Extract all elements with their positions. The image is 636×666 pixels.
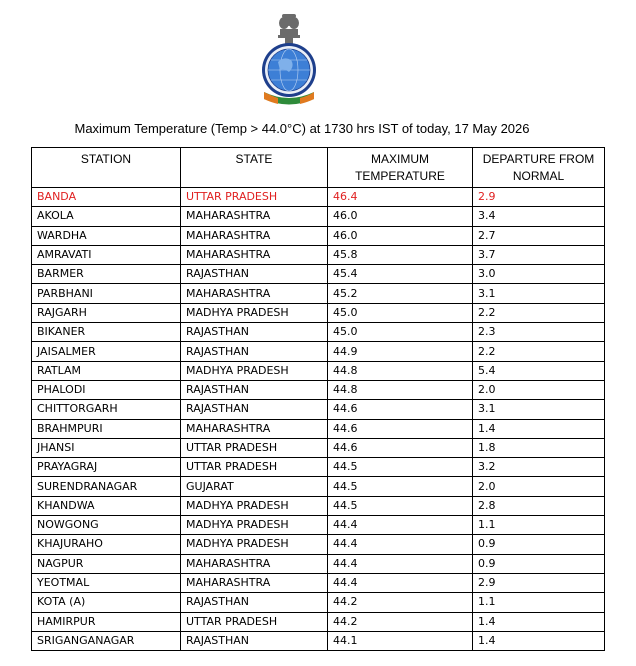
max-temp-cell: 44.4 (328, 516, 473, 535)
departure-cell: 2.0 (473, 477, 605, 496)
station-cell: HAMIRPUR (32, 612, 181, 631)
departure-cell: 3.7 (473, 245, 605, 264)
state-cell: MAHARASHTRA (181, 284, 328, 303)
table-body (32, 188, 605, 651)
departure-cell: 2.8 (473, 496, 605, 515)
station-cell: AMRAVATI (32, 245, 181, 264)
station-cell: CHITTORGARH (32, 400, 181, 419)
departure-cell: 2.7 (473, 226, 605, 245)
station-cell: BIKANER (32, 323, 181, 342)
state-cell: MADHYA PRADESH (181, 303, 328, 322)
state-cell: MADHYA PRADESH (181, 496, 328, 515)
max-temp-cell: 45.0 (328, 303, 473, 322)
max-temp-cell: 44.6 (328, 419, 473, 438)
station-cell: KHANDWA (32, 496, 181, 515)
max-temp-cell: 44.6 (328, 438, 473, 457)
state-cell: UTTAR PRADESH (181, 612, 328, 631)
max-temp-cell: 44.8 (328, 361, 473, 380)
max-temp-cell: 44.8 (328, 380, 473, 399)
table-row (32, 458, 605, 477)
station-cell: NOWGONG (32, 516, 181, 535)
departure-cell: 2.2 (473, 342, 605, 361)
max-temp-cell: 45.4 (328, 265, 473, 284)
state-cell: MAHARASHTRA (181, 419, 328, 438)
max-temp-cell: 46.4 (328, 188, 473, 207)
departure-cell: 1.8 (473, 438, 605, 457)
state-cell: MAHARASHTRA (181, 207, 328, 226)
station-cell: JHANSI (32, 438, 181, 457)
table-row (32, 438, 605, 457)
state-cell: UTTAR PRADESH (181, 458, 328, 477)
table-row (32, 380, 605, 399)
departure-cell: 3.2 (473, 458, 605, 477)
departure-cell: 2.2 (473, 303, 605, 322)
departure-cell: 0.9 (473, 535, 605, 554)
state-cell: MAHARASHTRA (181, 245, 328, 264)
departure-cell: 3.1 (473, 400, 605, 419)
max-temp-cell: 44.4 (328, 573, 473, 592)
state-cell: MADHYA PRADESH (181, 516, 328, 535)
departure-cell: 2.9 (473, 573, 605, 592)
table-row (32, 284, 605, 303)
departure-cell: 5.4 (473, 361, 605, 380)
station-cell: BRAHMPURI (32, 419, 181, 438)
station-cell: PRAYAGRAJ (32, 458, 181, 477)
max-temp-cell: 44.4 (328, 554, 473, 573)
table-row (32, 496, 605, 515)
table-row (32, 226, 605, 245)
table-row (32, 573, 605, 592)
max-temp-cell: 45.2 (328, 284, 473, 303)
max-temp-cell: 44.5 (328, 496, 473, 515)
departure-cell: 1.4 (473, 419, 605, 438)
table-row (32, 593, 605, 612)
max-temp-cell: 44.2 (328, 612, 473, 631)
station-cell: RATLAM (32, 361, 181, 380)
state-cell: UTTAR PRADESH (181, 188, 328, 207)
state-cell: RAJASTHAN (181, 380, 328, 399)
station-cell: PHALODI (32, 380, 181, 399)
column-header-station: STATION (32, 148, 181, 188)
state-cell: RAJASTHAN (181, 400, 328, 419)
station-cell: AKOLA (32, 207, 181, 226)
max-temp-cell: 44.6 (328, 400, 473, 419)
departure-cell: 1.4 (473, 631, 605, 650)
departure-cell: 1.1 (473, 593, 605, 612)
max-temp-cell: 46.0 (328, 226, 473, 245)
station-cell: BANDA (32, 188, 181, 207)
table-row (32, 516, 605, 535)
station-cell: NAGPUR (32, 554, 181, 573)
state-cell: RAJASTHAN (181, 593, 328, 612)
departure-cell: 2.0 (473, 380, 605, 399)
max-temp-cell: 44.2 (328, 593, 473, 612)
state-cell: RAJASTHAN (181, 631, 328, 650)
column-header-max-temp: MAXIMUM TEMPERATURE (328, 148, 473, 188)
departure-cell: 2.3 (473, 323, 605, 342)
state-cell: MAHARASHTRA (181, 573, 328, 592)
table-row (32, 207, 605, 226)
departure-cell: 1.4 (473, 612, 605, 631)
station-cell: PARBHANI (32, 284, 181, 303)
state-cell: MAHARASHTRA (181, 226, 328, 245)
table-row (32, 419, 605, 438)
departure-cell: 3.0 (473, 265, 605, 284)
table-row (32, 188, 605, 207)
departure-cell: 3.4 (473, 207, 605, 226)
page-title: Maximum Temperature (Temp > 44.0°C) at 1730 hrs IST of today, 17 May 2026 (74, 121, 530, 136)
state-cell: MADHYA PRADESH (181, 535, 328, 554)
station-cell: KOTA (A) (32, 593, 181, 612)
table-row (32, 612, 605, 631)
max-temp-cell: 44.9 (328, 342, 473, 361)
state-cell: RAJASTHAN (181, 342, 328, 361)
max-temp-cell: 44.4 (328, 535, 473, 554)
max-temp-cell: 46.0 (328, 207, 473, 226)
table-row (32, 631, 605, 650)
max-temp-cell: 44.1 (328, 631, 473, 650)
column-header-departure: DEPARTURE FROM NORMAL (473, 148, 605, 188)
state-cell: RAJASTHAN (181, 265, 328, 284)
station-cell: RAJGARH (32, 303, 181, 322)
max-temp-cell: 44.5 (328, 458, 473, 477)
temperature-table (31, 147, 605, 651)
max-temp-cell: 45.0 (328, 323, 473, 342)
table-row (32, 342, 605, 361)
imd-emblem-icon (260, 10, 318, 106)
table-row (32, 477, 605, 496)
departure-cell: 3.1 (473, 284, 605, 303)
state-cell: MAHARASHTRA (181, 554, 328, 573)
table-header-row (32, 148, 605, 188)
station-cell: BARMER (32, 265, 181, 284)
table-row (32, 303, 605, 322)
state-cell: GUJARAT (181, 477, 328, 496)
station-cell: WARDHA (32, 226, 181, 245)
table-row (32, 400, 605, 419)
table-row (32, 554, 605, 573)
column-header-state: STATE (181, 148, 328, 188)
table-row (32, 535, 605, 554)
table-row (32, 323, 605, 342)
state-cell: UTTAR PRADESH (181, 438, 328, 457)
station-cell: YEOTMAL (32, 573, 181, 592)
station-cell: JAISALMER (32, 342, 181, 361)
max-temp-cell: 45.8 (328, 245, 473, 264)
departure-cell: 1.1 (473, 516, 605, 535)
table-row (32, 265, 605, 284)
state-cell: RAJASTHAN (181, 323, 328, 342)
station-cell: KHAJURAHO (32, 535, 181, 554)
departure-cell: 2.9 (473, 188, 605, 207)
station-cell: SRIGANGANAGAR (32, 631, 181, 650)
table-row (32, 361, 605, 380)
table-row (32, 245, 605, 264)
departure-cell: 0.9 (473, 554, 605, 573)
station-cell: SURENDRANAGAR (32, 477, 181, 496)
max-temp-cell: 44.5 (328, 477, 473, 496)
state-cell: MADHYA PRADESH (181, 361, 328, 380)
